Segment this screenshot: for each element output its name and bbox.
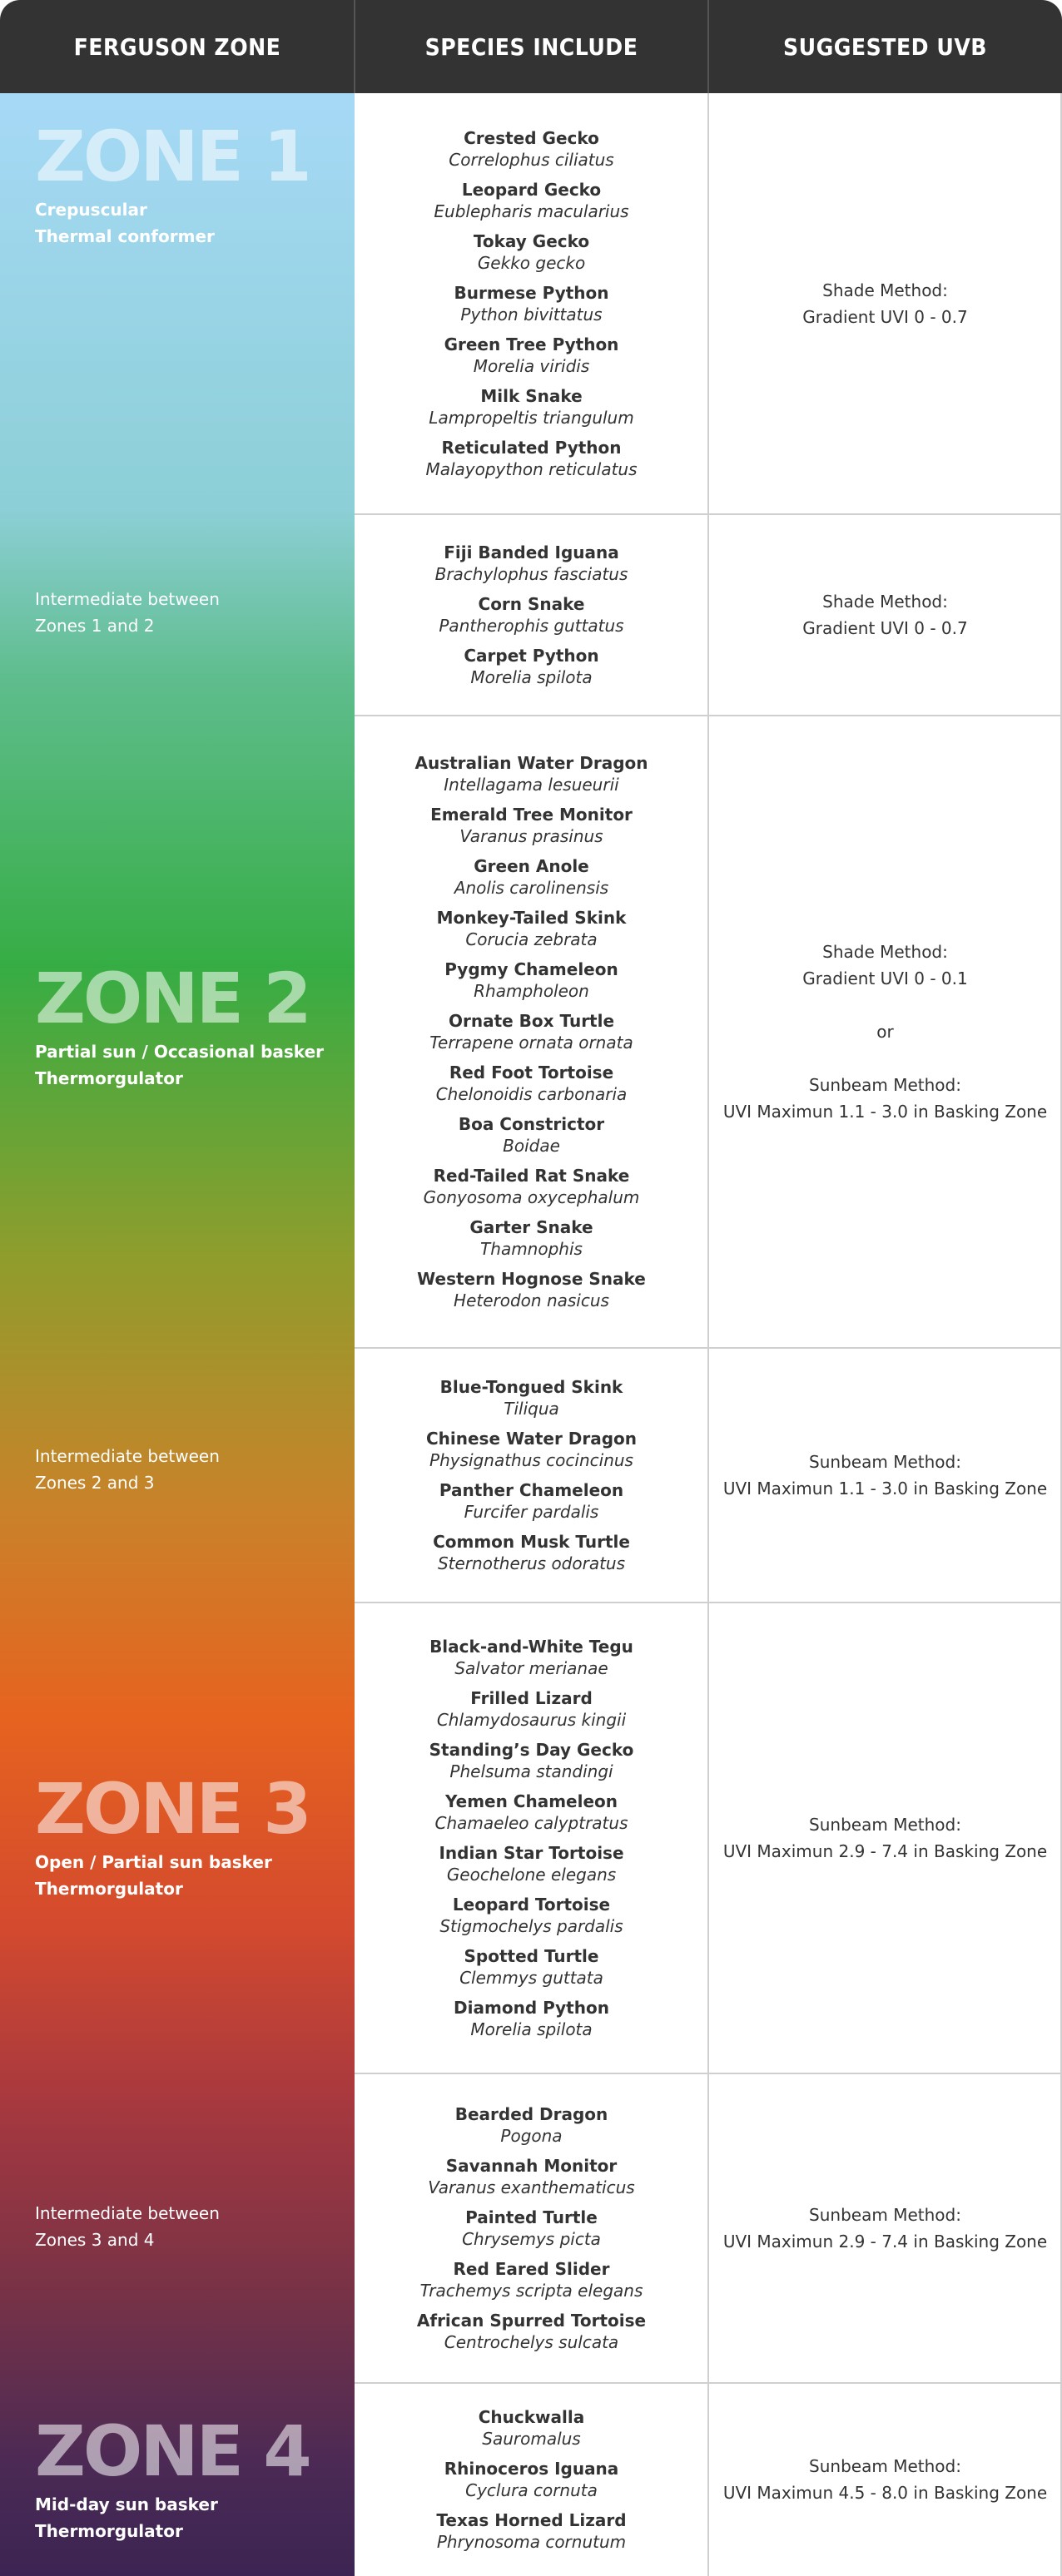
zone-cell [0,2383,355,2576]
species-item [429,385,633,429]
species-common-name: Texas Horned Lizard [436,2510,627,2530]
zone-cell [0,93,355,514]
species-scientific-name: Intellagama lesueurii [444,775,619,795]
zone-cell [0,716,355,1348]
species-item [424,1165,640,1208]
species-scientific-name: Varanus exanthematicus [428,2177,635,2197]
species-scientific-name: Boidae [503,1136,560,1156]
species-scientific-name: Corucia zebrata [465,929,598,949]
species-item [425,437,637,480]
species-scientific-name: Tiliqua [504,1399,559,1419]
species-common-name: Common Musk Turtle [433,1532,630,1552]
zone-description-line: Intermediate between [35,2203,220,2223]
species-cell [355,716,708,1348]
species-common-name: Diamond Python [454,1998,609,2018]
species-common-name: Ornate Box Turtle [448,1011,615,1031]
uvb-line: Gradient UVI 0 - 0.7 [802,618,968,638]
species-common-name: Fiji Banded Iguana [444,542,619,562]
uvb-cell [708,93,1062,514]
species-item [455,2103,608,2147]
species-common-name: Emerald Tree Monitor [430,805,633,825]
species-common-name: Painted Turtle [465,2207,598,2227]
species-common-name: Boa Constrictor [458,1114,605,1134]
species-item [474,230,589,274]
species-item [439,593,623,637]
species-cell [355,1348,708,1603]
species-item [428,2155,634,2198]
uvb-line: UVI Maximun 1.1 - 3.0 in Basking Zone [722,1102,1048,1122]
species-item [435,1791,628,1834]
species-item [454,282,608,325]
uvb-line: Shade Method: [822,280,948,300]
species-common-name: Bearded Dragon [454,2104,608,2124]
uvb-line: Sunbeam Method: [809,1075,961,1095]
uvb-line: Sunbeam Method: [809,2456,961,2476]
uvb-cell [708,1603,1062,2073]
species-scientific-name: Rhampholeon [474,981,589,1001]
species-item [417,1268,646,1311]
species-scientific-name: Morelia spilota [470,667,593,687]
species-cell [355,2383,708,2576]
species-cell [355,514,708,716]
species-item [420,2258,643,2301]
species-item [436,2509,626,2553]
species-scientific-name: Terrapene ornata ornata [429,1033,633,1053]
uvb-line: Shade Method: [822,592,948,612]
uvb-cell [708,716,1062,1348]
species-common-name: Green Tree Python [444,334,619,354]
species-scientific-name: Geochelone elegans [446,1865,617,1885]
zone-description-line: Mid-day sun basker [35,2494,218,2514]
uvb-line: Gradient UVI 0 - 0.1 [802,968,968,988]
uvb-cell [708,2383,1062,2576]
species-common-name: Monkey-Tailed Skink [436,908,627,928]
header-divider [354,0,355,93]
zone-description-line: Thermorgulator [35,2521,183,2541]
species-common-name: Savannah Monitor [445,2156,618,2176]
species-scientific-name: Malayopython reticulatus [425,459,638,479]
species-scientific-name: Stigmochelys pardalis [439,1916,623,1936]
zone-description [35,1849,272,1902]
zone-cell [0,2073,355,2383]
uvb-cell [708,2073,1062,2383]
species-common-name: Chinese Water Dragon [425,1429,638,1449]
uvb-line: UVI Maximun 2.9 - 7.4 in Basking Zone [722,2232,1048,2252]
species-common-name: Indian Star Tortoise [439,1843,624,1863]
species-scientific-name: Centrochelys sulcata [444,2332,619,2352]
zone-description-line: Zones 3 and 4 [35,2230,155,2250]
species-scientific-name: Morelia viridis [473,356,590,376]
species-item [434,179,628,222]
species-common-name: Garter Snake [469,1217,593,1237]
species-item [469,1216,593,1260]
species-item [426,1428,637,1471]
species-item [459,1113,604,1157]
species-scientific-name: Anolis carolinensis [454,878,609,898]
zone-description-line: Intermediate between [35,589,220,609]
species-common-name: African Spurred Tortoise [416,2311,647,2331]
species-scientific-name: Heterodon nasicus [454,1290,609,1310]
zone-description-line: Thermorgulator [35,1879,183,1899]
species-cell [355,1603,708,2073]
species-common-name: Frilled Lizard [470,1688,593,1708]
species-common-name: Western Hognose Snake [417,1269,646,1289]
species-scientific-name: Eublepharis macularius [434,201,629,221]
species-cell [355,93,708,514]
species-common-name: Chuckwalla [478,2407,585,2427]
species-item [440,1376,623,1419]
species-common-name: Carpet Python [464,646,599,666]
zone-description [35,196,215,250]
species-item [479,2406,585,2450]
header-suggested-uvb: SUGGESTED UVB [782,32,988,61]
zone-description-line: Zones 2 and 3 [35,1473,155,1493]
zone-cell [0,514,355,716]
species-common-name: Yemen Chameleon [444,1791,618,1811]
species-scientific-name: Phrynosoma cornutum [436,2532,627,2552]
zone-description [35,1038,324,1092]
species-scientific-name: Brachylophus fasciatus [434,564,628,584]
species-common-name: Australian Water Dragon [414,753,648,773]
species-item [435,542,628,585]
species-common-name: Tokay Gecko [473,231,590,251]
species-cell [355,2073,708,2383]
uvb-line: Sunbeam Method: [809,2205,961,2225]
uvb-line: UVI Maximun 2.9 - 7.4 in Basking Zone [722,1841,1048,1861]
zone-title: ZONE 2 [35,958,310,1039]
species-scientific-name: Trachemys scripta elegans [419,2281,643,2301]
species-common-name: Milk Snake [480,386,583,406]
species-scientific-name: Morelia spilota [470,2019,593,2039]
zone-description [35,2200,220,2253]
species-scientific-name: Gonyosoma oxycephalum [423,1187,640,1207]
species-scientific-name: Sternotherus odoratus [437,1553,626,1573]
species-scientific-name: Chamaeleo calyptratus [434,1813,628,1833]
zone-title: ZONE 4 [35,2410,310,2492]
uvb-line: UVI Maximun 1.1 - 3.0 in Basking Zone [722,1479,1048,1499]
species-scientific-name: Cyclura cornuta [465,2480,598,2500]
species-item [462,2207,601,2250]
species-scientific-name: Sauromalus [482,2429,581,2449]
species-item [415,752,648,795]
species-item [437,907,627,950]
species-scientific-name: Chlamydosaurus kingii [436,1710,627,1730]
species-item [437,1687,626,1731]
zone-title: ZONE 3 [35,1768,310,1850]
species-item [454,1997,609,2040]
species-common-name: Corn Snake [478,594,585,614]
header-ferguson-zone: FERGUSON ZONE [73,32,281,61]
species-item [433,1531,630,1574]
uvb-line: UVI Maximun 4.5 - 8.0 in Basking Zone [722,2483,1048,2503]
species-item [439,1894,623,1937]
header-divider [707,0,709,93]
species-common-name: Red-Tailed Rat Snake [433,1166,630,1186]
species-item [449,127,613,171]
zone-description-line: Partial sun / Occasional basker [35,1042,324,1062]
species-scientific-name: Chelonoidis carbonaria [435,1084,628,1104]
species-item [439,1842,623,1885]
species-scientific-name: Python bivittatus [460,305,603,324]
species-scientific-name: Varanus prasinus [459,826,603,846]
species-common-name: Leopard Tortoise [452,1895,611,1915]
species-scientific-name: Phelsuma standingi [449,1761,613,1781]
species-item [444,2458,619,2501]
species-common-name: Panther Chameleon [439,1480,624,1500]
zone-description [35,1443,220,1496]
zone-description-line: Thermorgulator [35,1068,183,1088]
species-common-name: Blue-Tongued Skink [439,1377,623,1397]
species-common-name: Standing’s Day Gecko [429,1740,634,1760]
header-species-include: SPECIES INCLUDE [424,32,638,61]
species-scientific-name: Salvator merianae [454,1658,608,1678]
species-common-name: Leopard Gecko [461,180,602,200]
species-common-name: Pygmy Chameleon [444,959,618,979]
species-scientific-name: Thamnophis [480,1239,583,1259]
zone-cell [0,1603,355,2073]
species-common-name: Reticulated Python [441,438,622,458]
species-item [430,804,633,847]
uvb-cell [708,514,1062,716]
table-header [0,0,1062,93]
zone-description-line: Crepuscular [35,200,147,220]
species-common-name: Burmese Python [454,283,609,303]
species-item [444,334,619,377]
species-scientific-name: Pantherophis guttatus [439,616,624,636]
uvb-line: or [876,1022,894,1042]
zone-description-line: Thermal conformer [35,226,215,246]
species-common-name: Green Anole [474,856,589,876]
zone-description [35,586,220,639]
uvb-line: Shade Method: [822,942,948,962]
species-item [429,1010,633,1053]
species-common-name: Red Eared Slider [453,2259,610,2279]
species-item [439,1479,623,1523]
zone-title: ZONE 1 [35,116,310,197]
zone-description-line: Zones 1 and 2 [35,616,155,636]
species-scientific-name: Furcifer pardalis [464,1502,599,1522]
species-scientific-name: Pogona [500,2126,563,2146]
species-item [417,2310,646,2353]
species-item [429,1636,633,1679]
uvb-line: Sunbeam Method: [809,1815,961,1835]
uvb-line: Gradient UVI 0 - 0.7 [802,307,968,327]
uvb-line: Sunbeam Method: [809,1452,961,1472]
species-item [459,1945,603,1989]
zone-cell [0,1348,355,1603]
species-common-name: Rhinoceros Iguana [444,2459,619,2479]
species-common-name: Crested Gecko [464,128,599,148]
species-item [429,1739,634,1782]
species-item [464,645,598,688]
species-scientific-name: Chrysemys picta [462,2229,601,2249]
species-scientific-name: Gekko gecko [477,253,586,273]
species-common-name: Red Foot Tortoise [449,1063,614,1082]
species-item [436,1062,628,1105]
species-item [454,855,608,899]
species-scientific-name: Clemmys guttata [459,1968,603,1988]
zone-description-line: Open / Partial sun basker [35,1852,272,1872]
species-scientific-name: Correlophus ciliatus [449,150,614,170]
species-scientific-name: Lampropeltis triangulum [429,408,634,428]
species-common-name: Spotted Turtle [464,1946,599,1966]
zone-description-line: Intermediate between [35,1446,220,1466]
species-scientific-name: Physignathus cocincinus [429,1450,633,1470]
uvb-cell [708,1348,1062,1603]
species-common-name: Black-and-White Tegu [429,1637,633,1657]
zone-description [35,2491,218,2544]
species-item [444,959,618,1002]
